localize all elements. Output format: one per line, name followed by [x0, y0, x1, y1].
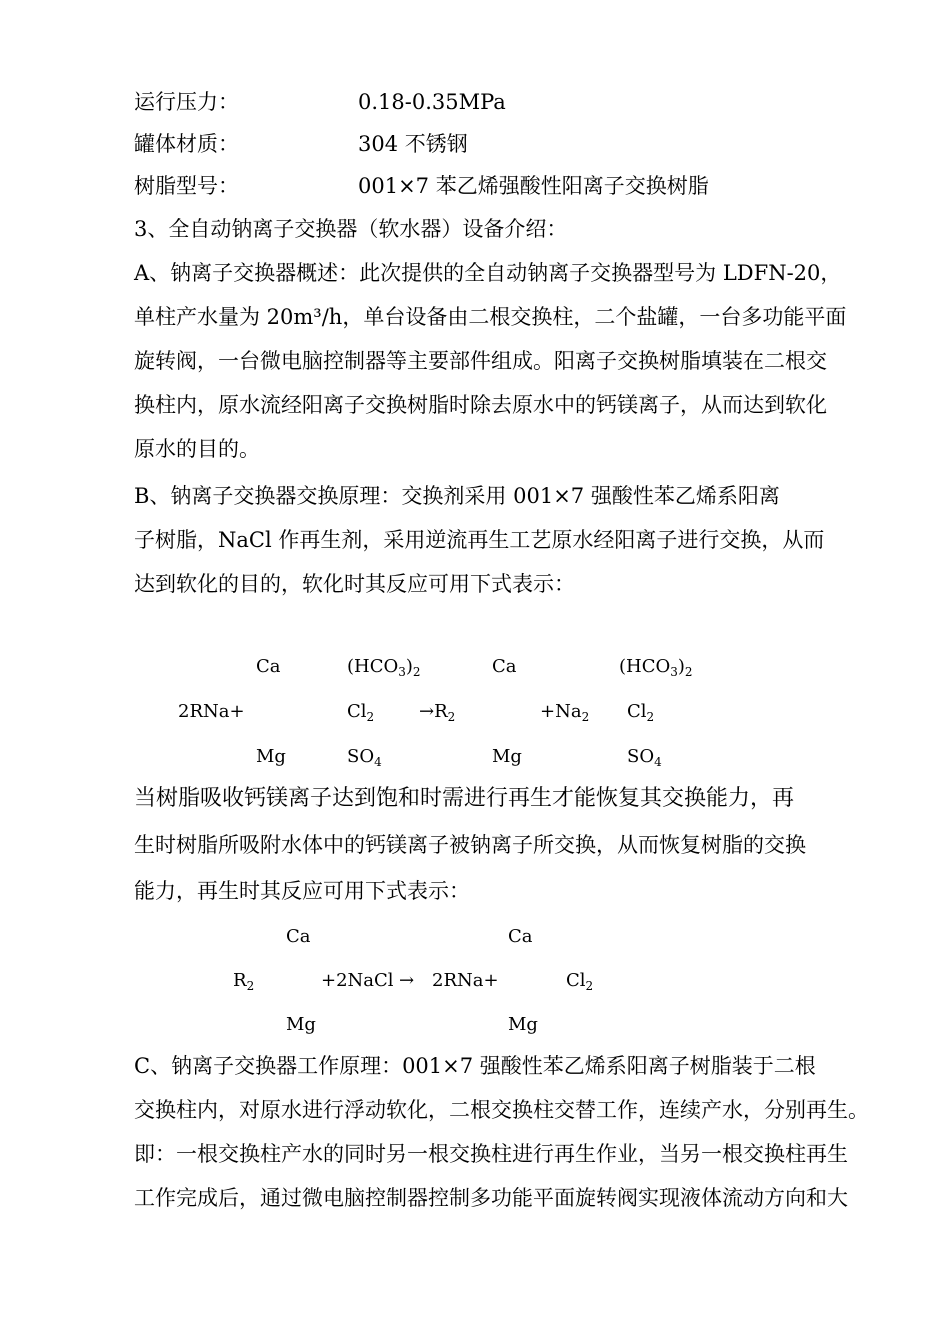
spec-value: 304 不锈钢 [358, 132, 468, 156]
eq-cl2: $Cl_2$ [627, 701, 655, 724]
eq-mg: Mg [508, 1014, 538, 1035]
eq-mg: Mg [492, 746, 522, 767]
eq-ca: Ca [256, 656, 281, 677]
text-line: 当树脂吸收钙镁离子达到饱和时需进行再生才能恢复其交换能力，再 [134, 786, 795, 811]
text-line: 即：一根交换柱产水的同时另一根交换柱进行再生作业，当另一根交换柱再生 [134, 1142, 848, 1166]
spec-label: 树脂型号： [134, 174, 239, 198]
text-line: 工作完成后，通过微电脑控制器控制多功能平面旋转阀实现液体流动方向和大 [134, 1186, 848, 1210]
paragraph-a [134, 251, 864, 471]
eq-hco3: $(HCO_3)_2$ [347, 656, 421, 679]
text-line: 生时树脂所吸附水体中的钙镁离子被钠离子所交换，从而恢复树脂的交换 [134, 833, 806, 857]
eq-cl2: $Cl_2$ [566, 970, 594, 993]
section-heading: 3、全自动钠离子交换器（软水器）设备介绍： [134, 217, 568, 241]
text-line: B、钠离子交换器交换原理：交换剂采用 001×7 强酸性苯乙烯系阳离 [134, 484, 780, 508]
eq-r2: $R_2$ [233, 970, 255, 993]
text-line: 交换柱内，对原水进行浮动软化，二根交换柱交替工作，连续产水，分别再生。 [134, 1098, 869, 1122]
eq-ca: Ca [492, 656, 517, 677]
spec-label: 运行压力： [134, 90, 239, 114]
eq-hco3: $(HCO_3)_2$ [619, 656, 693, 679]
text-line: 子树脂，NaCl 作再生剂，采用逆流再生工艺原水经阳离子进行交换，从而 [134, 528, 825, 552]
text-line: C、钠离子交换器工作原理：001×7 强酸性苯乙烯系阳离子树脂装于二根 [134, 1054, 816, 1078]
eq-so4: $SO_4$ [347, 746, 382, 769]
eq-mg: Mg [286, 1014, 316, 1035]
paragraph-regeneration [134, 776, 864, 914]
eq-reactant: 2RNa+ [178, 701, 245, 722]
spec-value: 001×7 苯乙烯强酸性阳离子交换树脂 [358, 174, 709, 198]
text-line: 换柱内，原水流经阳离子交换树脂时除去原水中的钙镁离子，从而达到软化 [134, 393, 827, 417]
paragraph-b [134, 474, 864, 606]
eq-ca: Ca [508, 926, 533, 947]
text-line: 原水的目的。 [134, 437, 260, 461]
paragraph-c [134, 1044, 869, 1220]
eq-product: 2RNa+ [432, 970, 499, 991]
text-line: 单柱产水量为 20m³/h，单台设备由二根交换柱，二个盐罐，一台多功能平面 [134, 305, 847, 329]
spec-label: 罐体材质： [134, 132, 239, 156]
text-line: 能力，再生时其反应可用下式表示： [134, 879, 470, 903]
eq-so4: $SO_4$ [627, 746, 662, 769]
eq-arrow: $\to R_2$ [419, 701, 456, 724]
eq-ca: Ca [286, 926, 311, 947]
text-line: 达到软化的目的，软化时其反应可用下式表示： [134, 572, 575, 596]
spec-value: 0.18-0.35MPa [358, 90, 506, 114]
eq-nacl: +2NaCl [321, 970, 394, 991]
text-line: A、钠离子交换器概述：此次提供的全自动钠离子交换器型号为 LDFN-20， [134, 261, 842, 285]
eq-mg: Mg [256, 746, 286, 767]
eq-arrow: → [399, 970, 415, 991]
eq-cl2: $Cl_2$ [347, 701, 375, 724]
text-line: 旋转阀，一台微电脑控制器等主要部件组成。阳离子交换树脂填装在二根交 [134, 349, 827, 373]
eq-na2: $+Na_2$ [540, 701, 590, 724]
